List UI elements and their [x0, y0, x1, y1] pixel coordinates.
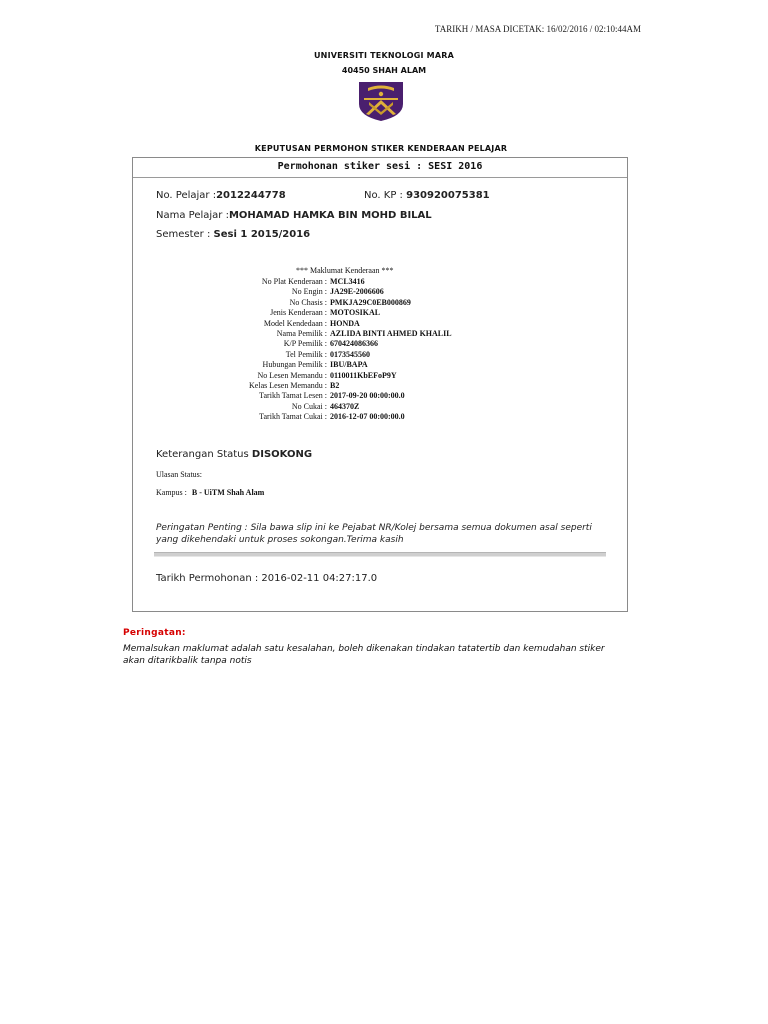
- application-date-row: [156, 573, 377, 584]
- vehicle-row: [200, 371, 500, 381]
- document-title: KEPUTUSAN PERMOHON STIKER KENDERAAN PELAJAR: [254, 144, 508, 153]
- vehicle-row: [200, 360, 500, 370]
- vehicle-row-value: HONDA: [330, 318, 360, 328]
- vehicle-row-label: Kelas Lesen Memandu :: [249, 381, 327, 390]
- vehicle-row-value: MOTOSIKAL: [330, 308, 381, 318]
- warning-title: Peringatan:: [123, 628, 186, 638]
- vehicle-row-value: B2: [330, 381, 340, 390]
- status-label: Keterangan Status: [156, 449, 249, 460]
- vehicle-row: [200, 350, 500, 360]
- vehicle-section-title: *** Maklumat Kenderaan ***: [296, 266, 394, 275]
- campus-value: B - UiTM Shah Alam: [191, 488, 265, 497]
- university-address: 40450 SHAH ALAM: [341, 66, 427, 75]
- semester-row: [156, 229, 310, 240]
- vehicle-row-value: AZLIDA BINTI AHMED KHALIL: [330, 329, 452, 338]
- vehicle-row-label: No Plat Kenderaan :: [261, 277, 327, 286]
- review-label: Ulasan Status:: [156, 470, 202, 479]
- vehicle-row: [200, 287, 500, 297]
- application-date-label: Tarikh Permohonan :: [156, 573, 259, 584]
- uitm-logo: [356, 80, 406, 122]
- status-row: [156, 449, 312, 460]
- vehicle-row-label: Tarikh Tamat Cukai :: [259, 412, 327, 422]
- vehicle-row-value: 0110011KbEFoP9Y: [330, 370, 397, 380]
- vehicle-row-label: Model Kendedaan :: [263, 318, 327, 328]
- application-date-value: 2016-02-11 04:27:17.0: [261, 573, 378, 584]
- vehicle-row-value: 2016-12-07 00:00:00.0: [330, 412, 405, 422]
- vehicle-row: [200, 381, 500, 391]
- vehicle-row-label: No Chasis :: [289, 297, 327, 307]
- vehicle-row-value: MCL3416: [330, 277, 365, 286]
- vehicle-row: [200, 402, 500, 412]
- vehicle-row-label: Nama Pemilik :: [276, 329, 327, 338]
- warning-text: Memalsukan maklumat adalah satu kesalahan, boleh dikenakan tindakan tatatertib dan kemudahan stiker akan ditarikbalik tanpa notis: [123, 644, 605, 666]
- vehicle-row: [200, 339, 500, 349]
- campus-label: Kampus :: [156, 488, 187, 497]
- status-badge: DISOKONG: [251, 449, 313, 460]
- vehicle-row: [200, 277, 500, 287]
- vehicle-row-label: Jenis Kenderaan :: [270, 308, 327, 318]
- divider: [154, 552, 606, 557]
- vehicle-row-value: 2017-09-20 00:00:00.0: [330, 391, 405, 401]
- important-note: Peringatan Penting : Sila bawa slip ini ke Pejabat NR/Kolej bersama semua dokumen asal seperti yang dikehendaki untuk proses sokongan.Terima kasih: [156, 523, 592, 545]
- vehicle-row-label: No Cukai :: [291, 401, 327, 411]
- vehicle-row-label: No Lesen Memandu :: [257, 370, 327, 380]
- vehicle-row: [200, 298, 500, 308]
- vehicle-row-label: Tarikh Tamat Lesen :: [259, 391, 327, 401]
- vehicle-row-value: 464370Z: [330, 401, 360, 411]
- vehicle-row-value: IBU/BAPA: [330, 360, 368, 370]
- vehicle-row-label: Hubungan Pemilik :: [262, 360, 327, 370]
- ic-number-row: [364, 190, 490, 201]
- semester-value: Sesi 1 2015/2016: [213, 229, 311, 240]
- ic-number-value: 930920075381: [406, 190, 490, 201]
- panel-header: Permohonan stiker sesi : SESI 2016: [133, 158, 627, 178]
- student-name-value: MOHAMAD HAMKA BIN MOHD BILAL: [228, 210, 432, 221]
- vehicle-row: [200, 329, 500, 339]
- student-id-row: [156, 190, 286, 201]
- vehicle-row-label: Tel Pemilik :: [285, 349, 327, 359]
- student-name-label: Nama Pelajar :: [156, 210, 229, 221]
- vehicle-row-value: 670424086366: [330, 339, 378, 349]
- ic-number-label: No. KP :: [364, 190, 403, 201]
- vehicle-row: [200, 412, 500, 422]
- student-id-label: No. Pelajar :: [156, 190, 217, 201]
- student-id-value: 2012244778: [216, 190, 286, 201]
- vehicle-row-label: K/P Pemilik :: [283, 339, 327, 349]
- campus-row: [156, 488, 264, 497]
- university-name: UNIVERSITI TEKNOLOGI MARA: [313, 51, 454, 60]
- semester-label: Semester :: [156, 229, 211, 240]
- vehicle-row-value: JA29E-2006606: [330, 287, 384, 297]
- vehicle-row: [200, 319, 500, 329]
- vehicle-row-value: 0173545560: [330, 349, 370, 359]
- student-name-row: [156, 210, 432, 221]
- vehicle-row: [200, 391, 500, 401]
- print-timestamp: TARIKH / MASA DICETAK: 16/02/2016 / 02:10:44AM: [434, 24, 641, 34]
- vehicle-row-value: PMKJA29C0EB000869: [330, 297, 411, 307]
- vehicle-row-label: No Engin :: [291, 287, 327, 297]
- vehicle-row: [200, 308, 500, 318]
